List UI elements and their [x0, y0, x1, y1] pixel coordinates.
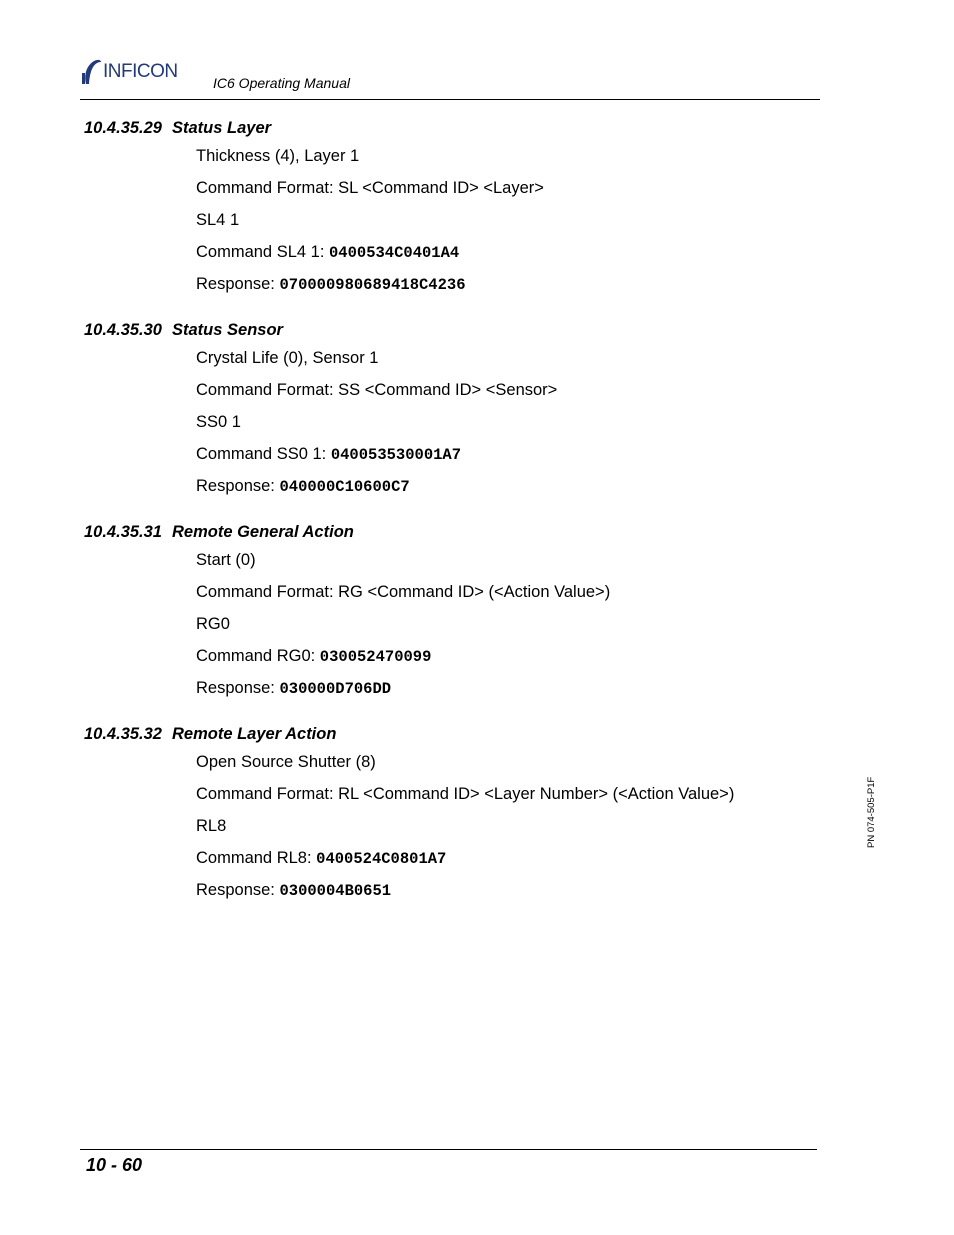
line-text: Thickness (4), Layer 1 [196, 147, 360, 165]
body-line [196, 640, 804, 672]
line-text: Command SS0 1: [196, 445, 331, 463]
manual-title: IC6 Operating Manual [213, 75, 350, 91]
body-line [196, 374, 804, 406]
line-text: SS0 1 [196, 413, 241, 431]
command-code: 0400524C0801A7 [316, 850, 447, 868]
line-text: RL8 [196, 817, 227, 835]
section-number: 10.4.35.32 [84, 725, 162, 743]
line-text: Response: [196, 881, 280, 899]
section-number: 10.4.35.29 [84, 119, 162, 137]
body-line [196, 842, 804, 874]
inficon-swoosh-icon [80, 59, 102, 85]
response-code: 040000C10600C7 [279, 478, 410, 496]
line-text: SL4 1 [196, 211, 240, 229]
body-line [196, 544, 804, 576]
section-title: Remote Layer Action [172, 725, 337, 743]
body-line [196, 172, 804, 204]
body-line [196, 470, 804, 502]
section-status-layer [84, 116, 804, 300]
section-title: Status Sensor [172, 321, 283, 339]
section-title: Remote General Action [172, 523, 354, 541]
line-text: Crystal Life (0), Sensor 1 [196, 349, 379, 367]
body-line [196, 874, 804, 906]
header-divider [80, 99, 820, 100]
body-line [196, 810, 804, 842]
section-title: Status Layer [172, 119, 272, 137]
body-line [196, 268, 804, 300]
body-line [196, 608, 804, 640]
body-line [196, 236, 804, 268]
footer-divider [80, 1149, 817, 1150]
section-number: 10.4.35.31 [84, 523, 162, 541]
body-line [196, 406, 804, 438]
command-code: 040053530001A7 [330, 446, 462, 464]
line-text: Command SL4 1: [196, 243, 329, 261]
response-code: 030000D706DD [279, 680, 392, 698]
line-text: Open Source Shutter (8) [196, 753, 376, 771]
body-line [196, 438, 804, 470]
body-line [196, 140, 804, 172]
body-line [196, 576, 804, 608]
part-number-label: PN 074-505-P1F [866, 776, 877, 848]
brand-name: INFICON [103, 61, 178, 82]
line-text: Command Format: SL <Command ID> <Layer> [196, 179, 544, 197]
response-code: 0300004B0651 [279, 882, 392, 900]
section-number: 10.4.35.30 [84, 321, 162, 339]
command-code: 0400534C0401A4 [328, 244, 460, 262]
page-header [80, 56, 820, 100]
section-remote-general-action [84, 520, 804, 704]
body-line [196, 342, 804, 374]
inficon-logo [80, 58, 178, 86]
command-code: 030052470099 [319, 648, 432, 666]
line-text: Response: [196, 679, 280, 697]
section-status-sensor [84, 318, 804, 502]
section-heading [84, 722, 804, 746]
section-heading [84, 318, 804, 342]
line-text: Command RG0: [196, 647, 320, 665]
body-line [196, 204, 804, 236]
section-heading [84, 116, 804, 140]
line-text: Response: [196, 477, 280, 495]
line-text: Command Format: SS <Command ID> <Sensor> [196, 381, 558, 399]
response-code: 070000980689418C4236 [279, 276, 466, 294]
line-text: Command RL8: [196, 849, 317, 867]
body-line [196, 672, 804, 704]
line-text: Start (0) [196, 551, 256, 569]
body-line [196, 778, 804, 810]
section-heading [84, 520, 804, 544]
line-text: RG0 [196, 615, 230, 633]
line-text: Command Format: RG <Command ID> (<Action Value>) [196, 583, 611, 601]
line-text: Response: [196, 275, 280, 293]
section-remote-layer-action [84, 722, 804, 906]
line-text: Command Format: RL <Command ID> <Layer Number> (<Action Value>) [196, 785, 735, 803]
page-number: 10 - 60 [86, 1155, 143, 1175]
body-line [196, 746, 804, 778]
